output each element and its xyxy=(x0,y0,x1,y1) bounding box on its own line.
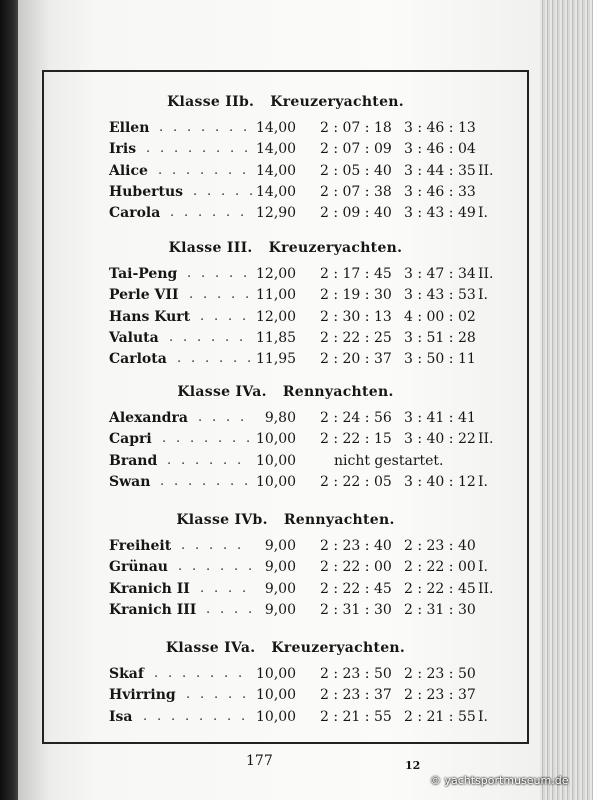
rating-value: 9,00 xyxy=(264,559,296,576)
yacht-type-label: Kreuzeryachten. xyxy=(270,94,404,110)
leader-dot: . xyxy=(246,431,251,447)
yacht-type-label: Kreuzeryachten. xyxy=(268,240,403,256)
leader-dot: . xyxy=(168,666,173,681)
elapsed-time: 2 : 05 : 40 xyxy=(320,162,392,179)
corrected-time: 3 : 40 : 12 xyxy=(404,473,476,490)
leader-dot: . xyxy=(230,141,235,157)
class-heading xyxy=(44,94,527,110)
leader-dot: . xyxy=(157,708,162,724)
elapsed-time: 2 : 20 : 37 xyxy=(320,351,392,368)
leader-dot: . xyxy=(209,538,214,553)
leader-dot: . xyxy=(154,666,159,681)
result-row xyxy=(44,602,527,623)
leader-dot: . xyxy=(195,452,200,468)
prize-rank: I. xyxy=(478,708,488,725)
leader-dot: . xyxy=(160,473,165,489)
yacht-name: Skaf xyxy=(109,666,144,682)
rating-value: 10,00 xyxy=(256,452,297,469)
rating-value: 14,00 xyxy=(256,162,297,179)
leader-dot: . xyxy=(206,601,211,617)
leader-dot: . xyxy=(244,141,249,157)
yacht-name: Hvirring xyxy=(109,687,176,704)
result-row xyxy=(44,666,527,687)
corrected-time: 2 : 22 : 45 xyxy=(404,580,476,597)
leader-dot: . xyxy=(198,205,203,221)
leader-dot: . xyxy=(224,666,229,681)
class-label: Klasse III. xyxy=(168,240,253,256)
leader-dot: . xyxy=(226,410,231,425)
leader-dot: . xyxy=(226,205,231,221)
leader-dot: . xyxy=(215,266,220,281)
corrected-time: 3 : 44 : 35 xyxy=(404,162,476,179)
corrected-time: 2 : 23 : 37 xyxy=(404,687,476,704)
leader-dot: . xyxy=(162,431,167,447)
yacht-name: Freiheit xyxy=(109,538,172,554)
class-heading xyxy=(44,512,527,528)
result-row xyxy=(44,410,527,431)
leader-dot: . xyxy=(228,308,233,324)
result-row xyxy=(44,453,527,474)
elapsed-time: 2 : 23 : 50 xyxy=(320,666,392,682)
page-number: 177 xyxy=(246,753,273,769)
elapsed-time: 2 : 22 : 15 xyxy=(320,431,392,448)
rating-value: 12,00 xyxy=(256,266,297,282)
yacht-name: Swan xyxy=(109,473,151,490)
class-heading xyxy=(44,640,527,656)
class-heading xyxy=(44,384,527,400)
watermark: © yachtsportmuseum.de xyxy=(430,774,569,787)
elapsed-time: 2 : 19 : 30 xyxy=(320,287,392,304)
leader-dot: . xyxy=(196,666,201,681)
leader-dot: . xyxy=(228,162,233,178)
leader-dot: . xyxy=(158,162,163,178)
result-row xyxy=(44,205,527,226)
leader-dot: . xyxy=(192,559,197,575)
leader-dot: . xyxy=(198,410,203,425)
corrected-time: 2 : 31 : 30 xyxy=(404,601,476,618)
leader-dot: . xyxy=(234,601,239,617)
corrected-time: 2 : 23 : 50 xyxy=(404,666,476,682)
yacht-name: Carola xyxy=(109,205,161,222)
page-stack-edge xyxy=(540,0,593,800)
leader-dot: . xyxy=(249,183,254,199)
leader-dot: . xyxy=(244,473,249,489)
leader-dot: . xyxy=(237,538,242,553)
prize-rank: I. xyxy=(478,559,488,576)
leader-dot: . xyxy=(231,287,236,303)
leader-dot: . xyxy=(167,452,172,468)
rating-value: 9,00 xyxy=(264,538,296,554)
yacht-name: Kranich III xyxy=(109,601,197,618)
yacht-name: Hubertus xyxy=(109,183,184,200)
yacht-name: Ellen xyxy=(109,120,150,136)
yacht-type-label: Rennyachten. xyxy=(283,512,395,528)
leader-dot: . xyxy=(223,538,228,553)
rating-value: 10,00 xyxy=(256,687,297,704)
leader-dot: . xyxy=(219,351,224,367)
leader-dot: . xyxy=(197,329,202,345)
leader-dot: . xyxy=(235,183,240,199)
leader-dot: . xyxy=(172,162,177,178)
leader-dot: . xyxy=(174,473,179,489)
prize-rank: I. xyxy=(478,287,488,304)
rating-value: 10,00 xyxy=(256,666,297,682)
leader-dot: . xyxy=(238,666,243,681)
leader-dot: . xyxy=(202,141,207,157)
results-frame xyxy=(42,70,529,744)
elapsed-time: 2 : 24 : 56 xyxy=(320,410,392,426)
leader-dot: . xyxy=(240,410,245,425)
leader-dot: . xyxy=(243,266,248,281)
corrected-time: 3 : 40 : 22 xyxy=(404,431,476,448)
leader-dot: . xyxy=(229,266,234,281)
leader-dot: . xyxy=(174,141,179,157)
prize-rank: I. xyxy=(478,473,488,490)
leader-dot: . xyxy=(209,452,214,468)
leader-dot: . xyxy=(204,431,209,447)
yacht-name: Brand xyxy=(109,452,158,469)
leader-dot: . xyxy=(177,351,182,367)
leader-dot: . xyxy=(173,120,178,135)
class-label: Klasse IVa. xyxy=(165,640,256,656)
elapsed-time: 2 : 07 : 09 xyxy=(320,141,392,158)
leader-dot: . xyxy=(205,351,210,367)
elapsed-time: 2 : 22 : 05 xyxy=(320,473,392,490)
corrected-time: 4 : 00 : 02 xyxy=(404,308,476,325)
leader-dot: . xyxy=(242,162,247,178)
leader-dot: . xyxy=(170,205,175,221)
leader-dot: . xyxy=(176,431,181,447)
leader-dot: . xyxy=(200,580,205,596)
leader-dot: . xyxy=(213,708,218,724)
rating-value: 11,85 xyxy=(256,329,297,346)
result-row xyxy=(44,559,527,580)
leader-dot: . xyxy=(229,120,234,135)
leader-dot: . xyxy=(230,473,235,489)
corrected-time: 3 : 43 : 49 xyxy=(404,205,476,222)
corrected-time: 3 : 46 : 13 xyxy=(404,120,476,136)
leader-dot: . xyxy=(181,452,186,468)
elapsed-time: 2 : 17 : 45 xyxy=(320,266,392,282)
leader-dot: . xyxy=(239,329,244,345)
leader-dot: . xyxy=(220,559,225,575)
leader-dot: . xyxy=(184,205,189,221)
result-row xyxy=(44,287,527,308)
leader-dot: . xyxy=(237,452,242,468)
result-row xyxy=(44,163,527,184)
leader-dot: . xyxy=(216,141,221,157)
elapsed-time: 2 : 07 : 18 xyxy=(320,120,392,136)
leader-dot: . xyxy=(248,559,253,575)
leader-dot: . xyxy=(200,308,205,324)
leader-dot: . xyxy=(240,205,245,221)
corrected-time: 3 : 46 : 04 xyxy=(404,141,476,158)
leader-dot: . xyxy=(214,308,219,324)
leader-dot: . xyxy=(191,351,196,367)
class-label: Klasse IVb. xyxy=(176,512,268,528)
yacht-name: Tai-Peng xyxy=(109,266,178,282)
rating-value: 11,95 xyxy=(256,351,297,368)
leader-dot: . xyxy=(187,120,192,135)
leader-dot: . xyxy=(195,538,200,553)
rating-value: 14,00 xyxy=(256,183,297,200)
yacht-name: Iris xyxy=(109,141,137,158)
result-row xyxy=(44,309,527,330)
leader-dot: . xyxy=(214,580,219,596)
leader-dot: . xyxy=(220,601,225,617)
result-row xyxy=(44,120,527,141)
leader-dot: . xyxy=(227,708,232,724)
result-row xyxy=(44,266,527,287)
elapsed-time: 2 : 22 : 00 xyxy=(320,559,392,576)
rating-value: 9,00 xyxy=(264,601,296,618)
class-heading xyxy=(44,240,527,256)
result-row xyxy=(44,474,527,495)
leader-dot: . xyxy=(212,410,217,425)
leader-dot: . xyxy=(215,120,220,135)
leader-dot: . xyxy=(233,351,238,367)
yacht-type-label: Rennyachten. xyxy=(282,384,394,400)
leader-dot: . xyxy=(228,580,233,596)
leader-dot: . xyxy=(181,538,186,553)
elapsed-time: 2 : 22 : 45 xyxy=(320,580,392,597)
leader-dot: . xyxy=(232,431,237,447)
leader-dot: . xyxy=(159,120,164,135)
prize-rank: II. xyxy=(478,580,494,597)
leader-dot: . xyxy=(242,308,247,324)
rating-value: 12,90 xyxy=(256,205,297,222)
yacht-name: Kranich II xyxy=(109,580,190,597)
yacht-name: Valuta xyxy=(109,329,159,346)
rating-value: 9,00 xyxy=(264,580,296,597)
leader-dot: . xyxy=(234,559,239,575)
result-row xyxy=(44,581,527,602)
leader-dot: . xyxy=(210,666,215,681)
elapsed-time: 2 : 22 : 25 xyxy=(320,329,392,346)
yacht-name: Alice xyxy=(109,162,148,179)
yacht-name: Grünau xyxy=(109,559,168,576)
corrected-time: 3 : 41 : 41 xyxy=(404,410,476,426)
leader-dot: . xyxy=(193,183,198,199)
leader-dot: . xyxy=(212,205,217,221)
leader-dot: . xyxy=(221,183,226,199)
leader-dot: . xyxy=(186,687,191,703)
yacht-name: Perle VII xyxy=(109,287,179,304)
leader-dot: . xyxy=(203,287,208,303)
class-label: Klasse IVa. xyxy=(177,384,267,400)
leader-dot: . xyxy=(247,351,252,367)
leader-dot: . xyxy=(146,141,151,157)
corrected-time: 2 : 22 : 00 xyxy=(404,559,476,576)
corrected-time: 3 : 46 : 33 xyxy=(404,183,476,200)
elapsed-time: 2 : 09 : 40 xyxy=(320,205,392,222)
rating-value: 10,00 xyxy=(256,708,297,725)
signature-mark: 12 xyxy=(405,759,421,772)
leader-dot: . xyxy=(214,162,219,178)
corrected-time: 2 : 23 : 40 xyxy=(404,538,476,554)
leader-dot: . xyxy=(169,329,174,345)
leader-dot: . xyxy=(243,120,248,135)
rating-value: 10,00 xyxy=(256,431,297,448)
leader-dot: . xyxy=(201,120,206,135)
result-row xyxy=(44,330,527,351)
leader-dot: . xyxy=(216,473,221,489)
leader-dot: . xyxy=(188,473,193,489)
rating-value: 11,00 xyxy=(256,287,297,304)
leader-dot: . xyxy=(200,687,205,703)
yacht-type-label: Kreuzeryachten. xyxy=(271,640,406,656)
corrected-time: 3 : 50 : 11 xyxy=(404,351,476,368)
leader-dot: . xyxy=(223,452,228,468)
prize-rank: II. xyxy=(478,431,494,448)
result-row xyxy=(44,538,527,559)
corrected-time: 3 : 43 : 53 xyxy=(404,287,476,304)
leader-dot: . xyxy=(214,687,219,703)
leader-dot: . xyxy=(189,287,194,303)
rating-value: 10,00 xyxy=(256,473,297,490)
leader-dot: . xyxy=(187,266,192,281)
elapsed-time: 2 : 23 : 37 xyxy=(320,687,392,704)
rating-value: 14,00 xyxy=(256,141,297,158)
leader-dot: . xyxy=(218,431,223,447)
leader-dot: . xyxy=(242,687,247,703)
prize-rank: I. xyxy=(478,205,488,222)
leader-dot: . xyxy=(206,559,211,575)
leader-dot: . xyxy=(207,183,212,199)
leader-dot: . xyxy=(186,162,191,178)
leader-dot: . xyxy=(178,559,183,575)
leader-dot: . xyxy=(217,287,222,303)
result-row xyxy=(44,184,527,205)
leader-dot: . xyxy=(199,708,204,724)
leader-dot: . xyxy=(245,287,250,303)
leader-dot: . xyxy=(201,266,206,281)
result-row xyxy=(44,709,527,730)
rating-value: 9,80 xyxy=(264,410,296,426)
rating-value: 12,00 xyxy=(256,308,297,325)
elapsed-time: 2 : 30 : 13 xyxy=(320,308,392,325)
leader-dot: . xyxy=(248,601,253,617)
leader-dot: . xyxy=(200,162,205,178)
status-note: nicht gestartet. xyxy=(334,452,444,469)
result-row xyxy=(44,351,527,372)
prize-rank: II. xyxy=(478,162,494,179)
leader-dot: . xyxy=(190,431,195,447)
elapsed-time: 2 : 21 : 55 xyxy=(320,708,392,725)
yacht-name: Carlota xyxy=(109,351,167,368)
result-row xyxy=(44,687,527,708)
leader-dot: . xyxy=(211,329,216,345)
corrected-time: 2 : 21 : 55 xyxy=(404,708,476,725)
corrected-time: 3 : 51 : 28 xyxy=(404,329,476,346)
yacht-name: Isa xyxy=(109,708,133,725)
leader-dot: . xyxy=(182,666,187,681)
leader-dot: . xyxy=(143,708,148,724)
corrected-time: 3 : 47 : 34 xyxy=(404,266,476,282)
yacht-name: Alexandra xyxy=(109,410,188,426)
leader-dot: . xyxy=(225,329,230,345)
leader-dot: . xyxy=(160,141,165,157)
leader-dot: . xyxy=(242,580,247,596)
leader-dot: . xyxy=(241,708,246,724)
yacht-name: Hans Kurt xyxy=(109,308,191,325)
class-label: Klasse IIb. xyxy=(167,94,255,110)
elapsed-time: 2 : 31 : 30 xyxy=(320,601,392,618)
prize-rank: II. xyxy=(478,266,494,282)
leader-dot: . xyxy=(228,687,233,703)
leader-dot: . xyxy=(171,708,176,724)
leader-dot: . xyxy=(183,329,188,345)
result-row xyxy=(44,141,527,162)
leader-dot: . xyxy=(188,141,193,157)
elapsed-time: 2 : 23 : 40 xyxy=(320,538,392,554)
leader-dot: . xyxy=(202,473,207,489)
rating-value: 14,00 xyxy=(256,120,297,136)
result-row xyxy=(44,431,527,452)
elapsed-time: 2 : 07 : 38 xyxy=(320,183,392,200)
yacht-name: Capri xyxy=(109,431,152,448)
leader-dot: . xyxy=(185,708,190,724)
